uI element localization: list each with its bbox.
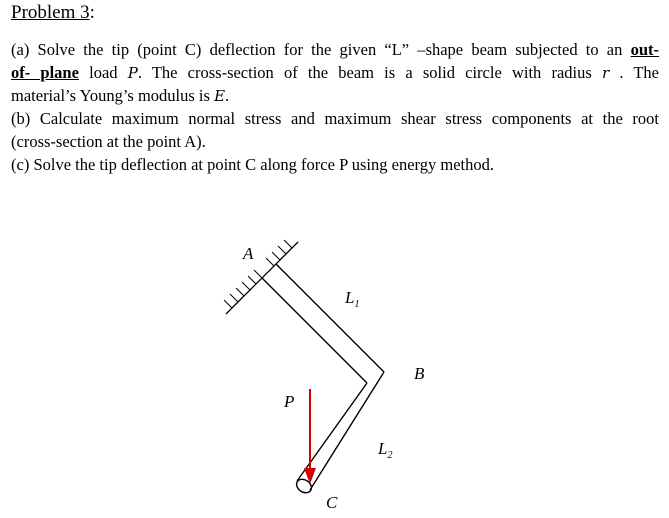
beam-segment-l2-inner-edge xyxy=(297,383,367,481)
part-a-line-2: of- plane load P. The cross-section of the beam is a solid circle with radius r . The xyxy=(11,63,660,82)
part-b-line-1: (b) Calculate maximum normal stress and maximum shear stress components at the root xyxy=(11,109,659,128)
problem-title: Problem 3: xyxy=(11,2,95,23)
beam-segment-l1-upper-edge xyxy=(276,264,384,372)
label-length-l2: $L_2$ xyxy=(378,439,393,461)
l-shaped-beam xyxy=(262,264,384,496)
label-point-c: C xyxy=(326,493,338,512)
label-length-l1: $L_1$ xyxy=(345,288,360,310)
beam-segment-l2-outer-edge xyxy=(310,372,384,490)
part-b-line-2: (cross-section at the point A). xyxy=(11,132,206,151)
label-force-p: P xyxy=(284,392,295,411)
label-point-a: A xyxy=(243,244,254,263)
part-c-line-1: (c) Solve the tip deflection at point C along force P using energy method. xyxy=(11,155,494,174)
part-a-line-3: material’s Young’s modulus is E. xyxy=(11,86,230,105)
force-arrow-head xyxy=(304,468,316,484)
label-point-b: B xyxy=(414,364,425,383)
part-a-line-1: (a) Solve the tip (point C) deflection for the given “L” –shape beam subjected to an out- xyxy=(11,40,660,59)
